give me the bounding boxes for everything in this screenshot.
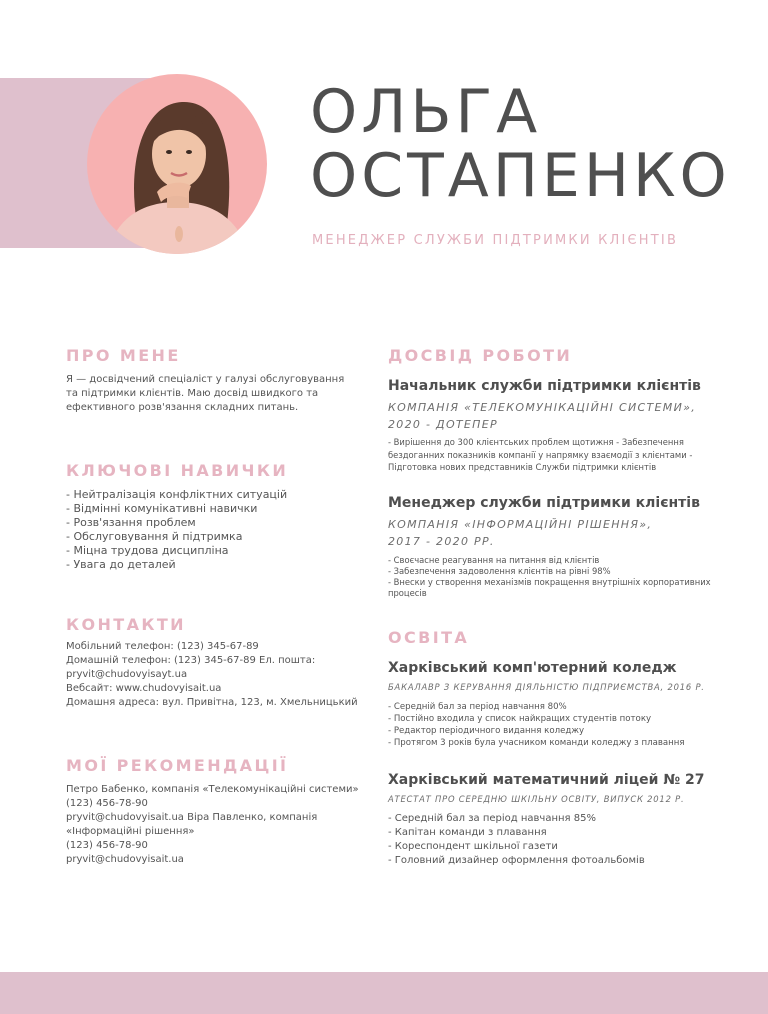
list-item: - Обслуговування й підтримка <box>66 530 243 543</box>
skills-list <box>66 488 356 572</box>
footer-accent-band <box>0 972 768 1014</box>
skills-section <box>66 461 356 572</box>
job-title: МЕНЕДЖЕР СЛУЖБИ ПІДТРИМКИ КЛІЄНТІВ <box>312 233 679 248</box>
list-item: - Постійно входила у список найкращих студентів потоку <box>388 714 652 724</box>
portrait-photo <box>87 74 267 254</box>
contacts-section <box>66 615 356 710</box>
list-item: - Своєчасне реагування на питання від клієнтів <box>388 554 600 565</box>
list-item: - Середній бал за період навчання 80% <box>388 702 567 712</box>
recommendation-line: «Інформаційні рішення» <box>66 826 195 837</box>
job-entry <box>388 377 708 474</box>
recommendation-line: (123) 456-78-90 <box>66 798 148 809</box>
school-entry <box>388 659 708 749</box>
list-item: - Головний дизайнер оформлення фотоальбомів <box>388 855 645 866</box>
recommendation-line: pryvit@chudovyisait.ua Віра Павленко, компанія <box>66 812 318 823</box>
school-bullets-2 <box>388 812 708 868</box>
experience-section <box>388 346 711 599</box>
contact-line: Мобільний телефон: (123) 345-67-89 <box>66 641 259 652</box>
school-degree-1: БАКАЛАВР З КЕРУВАННЯ ДІЯЛЬНІСТЮ ПІДПРИЄМСТВА, 2016 Р. <box>388 682 705 692</box>
list-item: - Редактор періодичного видання коледжу <box>388 726 585 736</box>
school-degree-2: АТЕСТАТ ПРО СЕРЕДНЮ ШКІЛЬНУ ОСВІТУ, ВИПУСК 2012 Р. <box>388 794 685 804</box>
job-description-1: - Вирішення до 300 клієнтських проблем щотижня - Забезпечення бездоганних показників компанії у напрямку взаємодії з клієнтами - Підготовка нових представників Служби підтримки клієнтів <box>388 437 693 472</box>
list-item: - Капітан команди з плавання <box>388 827 547 838</box>
last-name: ОСТАПЕНКО <box>310 141 731 211</box>
list-item: - Середній бал за період навчання 85% <box>388 813 596 824</box>
school-name-1: Харківський комп'ютерний коледж <box>388 660 677 676</box>
list-item: - Відмінні комунікативні навички <box>66 502 258 515</box>
school-bullets-1 <box>388 701 708 749</box>
job-entry <box>388 494 711 599</box>
skills-heading: КЛЮЧОВІ НАВИЧКИ <box>66 461 289 480</box>
recommendations-list <box>66 783 359 867</box>
about-section <box>66 346 356 415</box>
contact-line: Домашній телефон: (123) 345-67-89 Ел. пошта: <box>66 655 316 666</box>
contacts-list <box>66 640 356 710</box>
about-heading: ПРО МЕНЕ <box>66 346 181 365</box>
about-text: Я — досвідчений спеціаліст у галузі обслуговування та підтримки клієнтів. Маю досвід швидкого та ефективного розв'язання складних питань. <box>66 374 345 413</box>
experience-heading: ДОСВІД РОБОТИ <box>388 346 573 365</box>
list-item: - Кореспондент шкільної газети <box>388 841 558 852</box>
contacts-heading: КОНТАКТИ <box>66 615 186 634</box>
list-item: - Увага до деталей <box>66 558 176 571</box>
school-entry <box>388 771 708 868</box>
recommendations-heading: МОЇ РЕКОМЕНДАЦІЇ <box>66 756 289 775</box>
list-item: - Внески у створення механізмів покращення внутрішніх корпоративних <box>388 576 711 587</box>
list-item: - Протягом 3 років була учасником команди коледжу з плавання <box>388 738 685 748</box>
candidate-name <box>310 77 731 211</box>
recommendation-line: Петро Бабенко, компанія «Телекомунікаційні системи» <box>66 784 359 795</box>
recommendation-line: (123) 456-78-90 <box>66 840 148 851</box>
first-name: ОЛЬГА <box>310 77 542 147</box>
job-title-2: Менеджер служби підтримки клієнтів <box>388 494 700 511</box>
list-item: - Міцна трудова дисципліна <box>66 544 229 557</box>
recommendations-section <box>66 756 359 867</box>
school-name-2: Харківський математичний ліцей № 27 <box>388 772 705 788</box>
job-title-1: Начальник служби підтримки клієнтів <box>388 378 701 394</box>
contact-line: pryvit@chudovyisayt.ua <box>66 669 188 680</box>
list-item: - Розв'язання проблем <box>66 516 196 529</box>
education-section <box>388 628 708 868</box>
list-item: - Забезпечення задоволення клієнтів на рівні 98% <box>388 565 611 576</box>
job-bullets-2 <box>388 554 711 599</box>
list-item: - Нейтралізація конфліктних ситуацій <box>66 488 288 501</box>
job-company-1: КОМПАНІЯ «ТЕЛЕКОМУНІКАЦІЙНІ СИСТЕМИ», 2020 - ДОТЕПЕР <box>388 401 696 431</box>
education-heading: ОСВІТА <box>388 628 470 647</box>
list-item: процесів <box>388 587 427 598</box>
contact-line: Домашня адреса: вул. Привітна, 123, м. Хмельницький <box>66 697 358 708</box>
recommendation-line: pryvit@chudovyisait.ua <box>66 854 184 865</box>
contact-line: Вебсайт: www.chudovyisait.ua <box>66 683 222 694</box>
job-company-2: КОМПАНІЯ «ІНФОРМАЦІЙНІ РІШЕННЯ», 2017 - 2020 РР. <box>388 517 653 548</box>
